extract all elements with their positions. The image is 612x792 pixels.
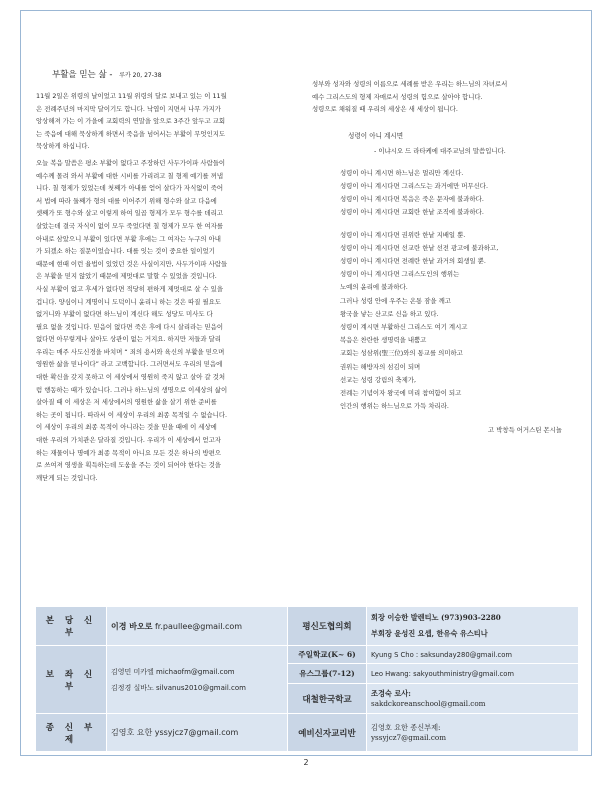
- poem-author: - 이냐시오 드 라타케에 대주교님의 말씀입니다.: [374, 146, 506, 155]
- council-president: 회장 이승한 발렌티노 (973)903-2280: [371, 613, 501, 622]
- role-catechism: 예비신자교리반: [288, 714, 367, 752]
- poem-line: 성령이 아니 계시다면 선교란 한낱 선전 광고에 불과하고,: [340, 243, 499, 252]
- youth-contact: Leo Hwang: sakyouthministry@gmail.com: [367, 664, 579, 684]
- poem-line: 성령이 아니 계시면 하느님은 멀리만 계신다.: [340, 168, 464, 177]
- pastor-name: 이경 바오로: [111, 621, 153, 631]
- text-line: 겁니다. 양심이니 계명이니 도덕이니 윤리니 하는 것은 따질 필요도: [36, 297, 221, 306]
- poem-body: [312, 167, 574, 414]
- article-paragraph: [36, 90, 298, 153]
- role-pastor: 본 당 신 부: [36, 607, 107, 646]
- poem-line: 성령이 계시면 부활하신 그리스도 여기 계시고: [340, 323, 468, 332]
- pastor-contact: [107, 607, 288, 646]
- role-deacon: 종 신 부 제: [36, 714, 107, 752]
- text-line: 하는 재물이나 명예가 최종 목적이 아니요 모든 것은 하나의 방편으: [36, 448, 221, 457]
- poem-line: 성령이 아니 계시다면 교회란 한낱 조직에 불과하다.: [340, 208, 484, 217]
- role-korean-school: 대철한국학교: [288, 684, 367, 714]
- deacon-contact: 김영호 요한 yssyjcz7@gmail.com: [107, 714, 288, 752]
- text-line: 영원한 삶을 믿나이다” 라고 고백합니다. 그러면서도 우리의 믿음에: [36, 360, 223, 369]
- text-line: 는 죽음에 대해 묵상하게 하면서 죽음을 넘어서는 부활이 무엇인지도: [36, 129, 226, 138]
- korean-school-head: 조경숙 로사:: [371, 689, 411, 698]
- article-title-text: 부활을 믿는 삶 -: [52, 70, 113, 80]
- text-line: 이 세상이 우리의 최종 목적이 아니라는 것을 믿을 때에 이 세상에: [36, 423, 217, 432]
- article-left-column: [36, 68, 298, 484]
- council-vice: 부회장 윤성진 요셉, 한유숙 유스티나: [371, 629, 488, 638]
- text-line: 앙상해져 가는 이 가을에 교회력의 연말을 앞으로 3주간 앞두고 교회: [36, 117, 226, 126]
- council-contact: [367, 607, 579, 646]
- text-line: 로 쓰여져 영생을 획득하는데 도움을 주는 것이 되어야 한다는 것을: [36, 461, 221, 470]
- text-line: 하는 곳이 됩니다. 따라서 이 세상이 우리의 최종 목적일 수 없습니다.: [36, 410, 228, 419]
- text-line: 예수 그리스도의 형제 자매로서 성령의 힘으로 살아야 합니다.: [312, 92, 483, 101]
- poem-line: 그러나 성령 안에 우주는 온통 잠을 깨고: [340, 296, 451, 305]
- poem-line: 성령이 아니 계시다면 전례란 한낱 과거의 회생일 뿐.: [340, 257, 486, 265]
- pastor-email: fr.paullee@gmail.com: [152, 621, 243, 631]
- poem-line: 선교는 성령 강림의 축제가,: [340, 375, 417, 384]
- page-number: 2: [303, 758, 309, 767]
- role-sunday-school: 주일학교(K~ 6): [288, 646, 367, 664]
- text-line: 없다면 아무렇게나 살아도 상관이 없는 거지요. 하지만 저들과 달리: [36, 335, 221, 344]
- text-line: 필요 없을 것입니다. 믿음이 없다면 죽은 후에 다시 살리라는 믿음이: [36, 322, 223, 331]
- text-line: 셋째가 또 형수와 살고 이렇게 하여 일곱 형제가 모두 형수를 데리고: [36, 209, 223, 218]
- right-paragraph: [312, 78, 574, 116]
- text-line: 은 전례주년의 마지막 달이기도 합니다. 낙엽이 지면서 나무 가지가: [36, 104, 221, 113]
- korean-school-email: sakdckoreanschool@gmail.com: [371, 699, 486, 708]
- poem-line: 성령이 아니 계시다면 권위란 한낱 지배일 뿐.: [340, 230, 466, 239]
- sunday-school-contact: Kyung S Cho : saksunday280@gmail.com: [367, 646, 579, 664]
- poem-line: 전례는 기념이자 왕국에 미리 참여함이 되고: [340, 389, 462, 398]
- associate-contacts: [107, 646, 288, 714]
- text-line: 살았는데 결국 자식이 없이 모두 죽었다면 칠 형제가 모두 한 여자를: [36, 221, 223, 230]
- poem-line: 노예의 윤리에 불과하다.: [340, 283, 408, 292]
- poem-line: 인간의 행위는 하느님으로 가득 차리라.: [340, 402, 449, 411]
- text-line: 예수께 몰려 와서 부활에 대한 시비를 가리려고 칠 형제 예기를 꺼냅: [36, 171, 223, 180]
- staff-directory-table: [35, 606, 579, 752]
- article-title: [52, 68, 298, 80]
- text-line: 없거니와 부활이 없다면 하느님이 계신다 해도 성당도 미사도 다: [36, 310, 213, 319]
- poem-line: 성령이 아니 계시다면 그리스도는 과거에만 머무신다.: [340, 181, 489, 190]
- catechism-email: yssyjcz7@gmail.com: [371, 733, 447, 742]
- text-line: 때문에 현때 이런 율법이 있었던 것은 사실이지만, 사두가이파 사람들: [36, 259, 228, 268]
- text-line: 깨닫게 되는 것입니다.: [36, 473, 98, 482]
- text-line: 아내로 삼았으니 부활이 있다면 부활 후에는 그 여자는 누구의 아내: [36, 234, 221, 243]
- role-council: 평신도협의회: [288, 607, 367, 646]
- text-line: 니다. 칠 형제가 있었는데 첫째가 아내를 얻어 살다가 자식없이 죽어: [36, 184, 223, 193]
- scripture-reference: 루카 20, 27-38: [119, 72, 162, 79]
- text-line: 성령으로 채워질 때 우리의 세상은 새 세상이 됩니다.: [312, 105, 458, 114]
- text-line: 가 되겠소 하는 질문이었습니다. 대를 잇는 것이 중요한 일이었기: [36, 247, 215, 256]
- text-line: 럼 행동하는 때가 있습니다. 그러나 하느님의 생명으로 이세상의 삶이: [36, 385, 228, 394]
- role-associate: 보 좌 신 부: [36, 646, 107, 714]
- text-line: 살아질 때 이 세상은 저 세상에서의 영원한 삶을 살기 위한 준비를: [36, 398, 217, 407]
- text-line: 오늘 복음 말씀은 평소 부활이 없다고 주장하던 사두가이파 사람들이: [36, 158, 226, 167]
- text-line: 사실 부활이 없고 후세가 없다면 적당히 편하게 제멋대로 살 수 있을: [36, 284, 223, 293]
- article-paragraph: [36, 157, 298, 484]
- catechism-contact: [367, 714, 579, 752]
- text-line: 대한 우리의 가치관은 달라질 것입니다. 우리가 이 세상에서 얻고자: [36, 436, 221, 445]
- korean-school-contact: [367, 684, 579, 714]
- poem-line: 성령이 아니 계시다면 복음은 죽은 문자에 불과하다.: [340, 195, 484, 204]
- poem-line: 교회는 성삼위(聖三位)와의 통교를 의미하고: [340, 349, 463, 358]
- poem-signoff: 고 박창득 어거스틴 몬시뇰: [487, 426, 562, 435]
- poem-line: 성령이 아니 계시다면 그리스도인의 행위는: [340, 270, 460, 279]
- catechism-head: 김영호 요한 종신부제:: [371, 723, 441, 732]
- article-body: [36, 90, 298, 484]
- text-line: 묵상하게 하십니다.: [36, 142, 90, 151]
- poem-line: 왕국을 낳는 산고로 신음 하고 있다.: [340, 309, 439, 318]
- role-youth: 유스그룹(7-12): [288, 664, 367, 684]
- text-line: 우리는 매주 사도신경을 바치며 “ 죄의 용서와 육신의 부활을 믿으며: [36, 347, 225, 356]
- text-line: 대한 확신을 갖지 못하고 이 세상에서 영원히 죽지 않고 살아 갈 것처: [36, 373, 226, 382]
- text-line: 성부와 성자와 성령의 이름으로 세례를 받은 우리는 하느님의 자녀로서: [312, 80, 508, 88]
- associate-1: 김영민 미카엘 michaofm@gmail.com: [111, 667, 235, 676]
- article-right-column: [312, 78, 574, 434]
- associate-2: 김정경 실바노 silvanus2010@gmail.com: [111, 683, 246, 692]
- text-line: 서 법에 따라 둘째가 형의 대를 이어주기 위해 형수와 살고 다음에: [36, 196, 217, 205]
- poem-title: 성령이 아니 계시면: [348, 131, 404, 140]
- text-line: 11월 2일은 위령의 날이었고 11월 위령의 달로 보내고 있는 이 11월: [36, 92, 227, 100]
- poem-line: 권위는 해방자의 섬김이 되며: [340, 362, 421, 371]
- poem-line: 복음은 찬란한 생명력을 내뿜고: [340, 336, 427, 345]
- text-line: 은 부활을 믿지 않았기 때문에 제멋대로 말할 수 있었을 것입니다.: [36, 272, 217, 281]
